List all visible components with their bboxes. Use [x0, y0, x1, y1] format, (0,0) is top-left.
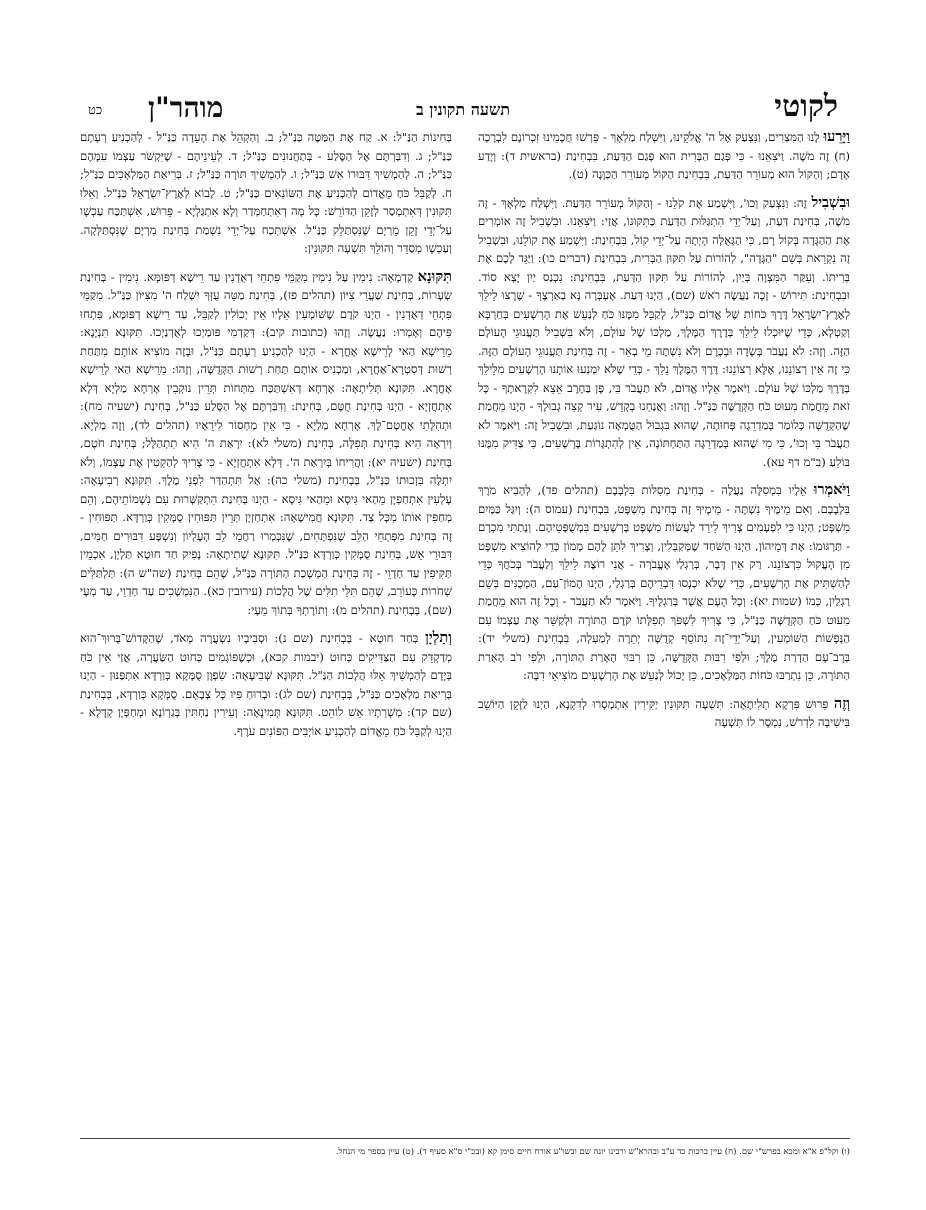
left-column [80, 128, 452, 1118]
running-header [88, 82, 838, 122]
right-column [478, 128, 850, 1118]
paragraph-text: בְּחִינוֹת הַנַּ"ל: א. קַח אֶת הַמַּטֶּה כַּנַּ"ל; ב. וְהַקְהֵל אֶת הָעֵדָה כַּנַּ"ל - לְהַכְנִיעַ רְעָתָם כַּנַּ"ל; ג. וְדִבַּרְתֶּם אֶל הַסֶּלַע - בְּתַחֲנוּנִים כַּנַּ"ל; ד. לְעֵינֵיהֶם - שֶׁיִּקְשֹׁר עַצְמוֹ עִמָּהֶם כַּנַּ"ל; ה. לְהַמְשִׁיךְ דִּבּוּרוֹ אִשׁ כַּנַּ"ל; ו. לְהַמְשִׁיךְ תּוֹרָה כַּנַּ"ל; ז. בְּרִיאַת הַמַּלְאָכִים כַּנַּ"ל; ח. לְקַבֵּל כֹּחַ מֵאֱדוֹם לְהַכְנִיעַ אֶת הַשּׂוֹנְאִים כַּנַּ"ל; ט. לָבוֹא לְאֶרֶץ־יִשְׂרָאֵל כַּנַּ"ל. וְאֵלּוּ תִּקּוּנִין דְּאִתְמְסַר לְזָקֵן הַדּוֹרֵשׁ: כָּל מָה דְאִתְחַמְּדַר וְלָא אִתְגַּלְיָא - פֵּרוּשׁ, אִשְׁתַּכַּח עַכְשָׁו עַל־יְדֵי זָקֵן מֵרְיָם שֶׁנִּסְתַּלֵּק כַּנַּ"ל. אִשְׁתְּכַח עַל־יְדֵי נִשְׁמַת בְּחִינַת מִרְיָם שֶׁנִּסְתַּלְּקָה. וְעַכְשָׁו מְסַדֵּר וְהוֹלֵךְ תִּשְׁעָה תִּקּוּנִין: [80, 130, 452, 255]
lead-word: וּבִשְׁבִיל [811, 193, 850, 211]
footnote: (ו) וקל"פ א"א ומכא בפרש"י שם. (ח) עיין ברכות כד ע"ב ובהרא"ש ורבינו יונה שם ובשו"ע אורח חיים סימן קא (ובכ"י ס"א סעיף ד). (ט) עיין בספר מי הנחל. [335, 1147, 850, 1157]
paragraph [478, 481, 850, 685]
lead-word: וַיֹּאמְרוּ [813, 481, 850, 498]
paragraph [478, 695, 850, 732]
lead-word: וְתַלְיָן [425, 629, 452, 646]
paragraph [80, 128, 452, 258]
text-columns [80, 128, 850, 1118]
footnote-divider [80, 1138, 850, 1139]
paragraph-text: בְּחַד חוּטָא - בְּבְחִינַת (שם נ): וּסְבִיבָיו נִשְׂעֲרָה מְאֹד, שֶׁהַקָּדוֹשׁ־בָּרוּךְ־הוּא מְדַקְדֵּק עִם הַצַּדִּיקִים כְּחוּט (יבמות קכא), וּכְשֶׁפּוֹגְמִים כְּחוּט הַשַּׂעֲרָה, אֲזַי אֵין כֹּחַ בְּיָדָם לְהַמְשִׁיךְ אֵלּוּ הֲלָכוֹת הַנַּ"ל. תִּקּוּנָא שְׁבִיעָאָה: שִׂפְוָן סֻמָּקָא כְּוַרְדָּא אִתְפַּנּוּן - הַיְנוּ בְּרִיאַת מַלְאָכִים כַּנַּ"ל, בְּבְחִינַת (שם לג): וּבְרוּחַ פִּיו כָּל צְבָאָם. סֻמָּקָא כְּוַרְדָּא, בְּבְחִינַת (שם קד): מְשָׁרְתָיו אֵשׁ לוֹהֵט. תִּקּוּנָא תְּמִינָאָה: וְעֵירִין נַחְתִּין בְּגַרְוֹנָא וּמְחַפְּיָן קְדָלָא - הַיְנוּ לְקַבֵּל כֹּחַ מֵאֱדוֹם לְהַכְנִיעַ אוֹיְבִים הַפּוֹנִים עֹרֶף. [80, 631, 452, 738]
paragraph-text: קַדְמָאָה: נִימִין עַל נִימִין מִקַּמֵּי פִּתְחֵי דְאֻדְנִין עַד רֵישָׁא דְפּוּמָּא. נִימִין - בְּחִינַת שְׂעָרוֹת, בְּחִינַת שַׁעֲרֵי צִיּוֹן (תהלים פז), בְּחִינַת מַטֵּה עֻזְּךָ יִשְׁלַח ה' מִצִּיּוֹן כַּנַּ"ל. מִקַּמֵּי פִּתְחֵי דְאֻדְנִין - הַיְנוּ קֹדֶם שֶׁשּׁוֹמְעִין אֵלָיו אֵין יְכוֹלִין לְקַבֵּל, עַד רֵישָׁא דְפּוּמָּא, פִּתְחוּ פִּיהֶם וְאָמְרוּ: נַעֲשֶׂה. וְזֶהוּ (כתובות קיב): דְּקַדְמִי פּוּמַיְכוּ לְאֻדְנַיְכוּ. תִּקּוּנָא תִּנְיָנָא: מֵרֵישָׁא הַאי לְרֵישָׁא אָחֳרָא - הַיְנוּ לְהַכְנִיעַ רְעָתָם כַּנַּ"ל, וּבָזֶה מוֹצִיא אוֹתָם מִתַּחַת רְשׁוּת דְּסִטְרָא־אַחֲרָא, וּמַכְנִיס אוֹתָם תַּחַת רְשׁוּת הַקְּדֻשָּׁה, וְזֶהוּ: מֵרֵישָׁא הַאי לְרֵישָׁא אָחֳרָא. תִּקּוּנָא תְּלִיתָאָה: אָרְחָא דְּאִשְׁתַּכַּח מִתְּחוֹת תְּרֵין נוּקְבִין אָרְחָא מַלְיָא דְּלָא אִתְחֲזְיָא - הַיְנוּ בְּחִינַת חֻטֶּם, בְּחִינַת: וְדִבַּרְתֶּם אֶל הַסֶּלַע כַּנַּ"ל, בְּחִינַת (ישעיה מח): וּתְהִלָּתִי אֶחֱטָם־לָךְ. אָרְחָא מַלְיָא - כִּי אֵין מַחְסוֹר לִירֵאָיו (תהלים לד), וְזֶה מַלְיָא. וְיִרְאָה הִיא בְּחִינַת תְּפִלָּה, בְּחִינַת (משלי לא): יִרְאַת ה' הִיא תִתְהַלָּל; בְּחִינַת חֹטֶם, בְּחִינַת (ישעיה יא): וַהֲרִיחוֹ בְּיִרְאַת ה'. דְּלָא אִתְחֲזְיָא - כִּי צָרִיךְ לְהַקְטִין אֶת עַצְמוֹ, וְלֹא יִתְלֶה בִּזְכוּתוֹ כַּנַּ"ל, בְּבְחִינַת (משלי כה): אַל תִּתְהַדַּר לִפְנֵי מֶלֶךְ. תִּקּוּנָא רְבִיעָאָה: עָלְעִין אִתְחַפְיָן מֵהַאי גִּיסָא וּמֵהַאי גִּיסָא - הַיְנוּ בְּחִינַת הִתְקַשְּׁרוּת עִם נִשְׁמוֹתֵיהֶם, וְהֵם מְחַפִּין אוֹתוֹ מִכָּל צַד. תִּקּוּנָא חֲמִישָׁאָה: אִתְחַזְיָן תְּרֵין תַּפּוּחִין סֻמָּקִין כְּוַרְדָּא. תַּפּוּחִין - זֶה בְּחִינַת מִפְּתְחֵי הַלֵּב שֶׁנִּפְתָּחִים, שֶׁנִּכְמְרוּ רַחֲמֵי לֵב הָעֶלְיוֹן וְנִשְׁפָּע דִּבּוּרִים חַמִּים, דִּבּוּרֵי אֵשׁ, בְּחִינַת סֻמָּקִין כְּוַרְדָּא כַּנַּ"ל. תִּקּוּנָא שְׁתִיתָאָה: נָפִיק חַד חוּטָא תַּלְיָן, אִכְמֵין תַּקִּיפִין עַד חַדְוֵי - זֶה בְּחִינַת הַמְשָׁכַת הַתּוֹרָה כַּנַּ"ל, שֶׁהֵם בְּחִינַת (שה"ש ה): תַּלְתַּלִּים שְׁחֹרוֹת כָּעוֹרֵב, שֶׁהֵם תִּלֵּי תִלִּים שֶׁל הֲלָכוֹת (עירובין כא). הַנִּמְשָׁכִים עַד חַדְוֵי, עַד מְעָי (שם), בְּבְחִינַת (תהלים מ): וְתוֹרָתְךָ בְּתוֹךְ מֵעָי: [80, 269, 452, 617]
author-name: מוהר"ן [148, 91, 224, 124]
book-title: לקוטי [774, 89, 838, 124]
paragraph [80, 268, 452, 620]
lead-word: וְזֶה [833, 694, 850, 712]
paragraph [478, 194, 850, 472]
paragraph [80, 629, 452, 740]
paragraph-text: פֵּרוּשׁ פִּרְקָא תְלִיתָאָה: תִּשְׁעָה תִּקּוּנִין יַקִּירִין אִתְמְסָרוּ לְדִקְנָא, הַיְנוּ לַזָּקֵן הַיּוֹשֵׁב בִּישִׁיבָה לִדְרֹשׁ, נִמְסָר לוֹ תִּשְׁעָה [478, 696, 850, 729]
lead-word: תִּקּוּנָא [417, 267, 452, 285]
paragraph [478, 128, 850, 184]
paragraph-text: לָנוּ הַמִּצְרִים, וַנִּצְעַק אֶל ה' אֱלֹקֵינוּ, וַיִּשְׁלַח מַלְאָךְ - פֵּרְשׁוּ חֲכָמֵינוּ זִכְרוֹנָם לִבְרָכָה (ח) זֶה מֹשֶׁה. וַיֹּצִאֵנוּ - כִּי פְּגַם הַבְּרִית הוּא פְּגַם הַדַּעַת, בִּבְחִינַת (בראשית ד): וְיָדַע אָדָם; וְהַקּוֹל הוּא מְעוֹרֵר הַדַּעַת, בִּבְחִינַת הַקּוֹל מְעוֹרֵר הַכַּוָּנָה (ט). [478, 130, 850, 181]
chapter-subtitle: תשעה תקונין ב [415, 100, 511, 119]
lead-word: וַיָּרֵעוּ [823, 128, 850, 145]
page-number: כט [88, 103, 103, 118]
paragraph-text: אֵלָיו בִּמְסִלָּה נַעֲלֶה - בְּחִינַת מְסִלּוֹת בִּלְבָבָם (תהלים פד), לְהָבִיא מֹרֶךְ בִּלְבָבָם. וְאִם מֵימֶיךָ נִשְׁתֶּה - מֵימֶיךָ זֶה בְּחִינַת מִשְׁפָּט, בִּבְחִינַת (עמוס ה): וְיִגַּל כַּמַּיִם מִשְׁפָּט; הַיְנוּ כִּי לִפְעָמִים צָרִיךְ לֵירֵד לַעֲשׂוֹת מִשְׁפָּט בָּרְשָׁעִים בִּמְשֻׁפָּטֵיהֶם. וְנָתַתִּי מִכְרָם - תַּרְגּוּמוֹ: אֶת דְּמֵיהוֹן, הַיְנוּ הַשֹּׁחַד שֶׁמְּקַבְּלִין, וְצָרִיךְ לִתֵּן לָהֶם מָמוֹן כְּדֵי לְהוֹצִיא מִשְׁפָּט מִן הָעֲקוּל כִּרְצוֹנֵנוּ. רַק אֵין דָּבָר, בְּרַגְלַי אֶעֱבֹרָה - אֲנִי רוֹצֶה לֵילֵךְ וְלַעֲבֹר בְּכֹחֲךָ כְּדֵי לְהַשְׁתִּיק אֶת הָרְשָׁעִים, כְּדֵי שֶׁלֹּא יִכְנְסוּ דִּבְרֵיהֶם בְּרַגְלַי, הַיְנוּ הֶמוֹן־עַם, הַמְכֻנִּים בְּשֵׁם רַגְלַיִן, כְּמוֹ (שמות יא): וְכָל הָעָם אֲשֶׁר בְּרַגְלֶיךָ. וַיֹּאמֶר לֹא תַעֲבֹר - וְכָל זֶה הוּא מֵחֲמַת מִעוּט כֹּחַ הַקְּדֻשָּׁה כַּנַּ"ל, כִּי צָרִיךְ לִשְׁפֹּךְ תְּפִלָּתוֹ קֹדֶם הַתּוֹרָה וּלְקַשֵּׁר אֶת עַצְמוֹ עִם הַנְּפָשׁוֹת הַשּׁוֹמְעִין, וְעַל־יְדֵי־זֶה נִתּוֹסֵף קְדֻשָּׁה יְתֵרָה לְמַעְלָה, בִּבְחִינַת (משלי יד): בְּרָב־עָם הַדְרַת מֶלֶךְ; וּלְפִי רִבּוּת הַקְּדֻשָּׁה, כֵּן רִבּוּי הֶאָרַת הַתּוֹרָה, וּלְפִי רֹב הֶאָרַת הַתּוֹרָה, כֵּן נִתְרַבּוּ כֹּחוֹת הַמַּלְאָכִים, כֵּן יָכוֹל לְנַעֵשׁ אֶת הָרְשָׁעִים מוֹצִיאֵי דִבָּה: [478, 483, 850, 682]
paragraph-text: זֶה: וַנִּצְעַק וְכוּ', וַיִּשְׁמַע אֶת קֹלֵנוּ - וְהַקּוֹל מְעוֹרֵר הַדַּעַת. וַיִּשְׁלַח מַלְאָךְ - זֶה מֹשֶׁה, בְּחִינַת דַּעַת, וְעַל־יְדֵי הִתְגַּלּוּת הַדַּעַת כַּתִּקּוּנוֹ, אֲזַי: וַיֹּצִאֵנוּ. וּבִשְׁבִיל זֶה אוֹמְרִים אֶת הַהַגָּדָה בְּקוֹל רָם, כִּי הַגְּאֻלָּה הָיְתָה עַל־יְדֵי קוֹל, בִּבְחִינַת: וַיִּשְׁמַע אֶת קוֹלֵנוּ, וּבִשְׁבִיל זֶה נִקְרֵאת בְּשֵׁם "הַגָּדָה", לְהוֹרוֹת עַל תִּקּוּן הַבְּרִית, בִּבְחִינַת (דברים כו): וַיַּגֵּד לָכֶם אֶת בְּרִיתוֹ. וְעִקַּר הַמִּצְוָה בְּיַיִן, לְהוֹרוֹת עַל תִּקּוּן הַדַּעַת, בִּבְחִינַת: נִכְנַס יַיִן יָצָא סוֹד. וּבִבְחִינַת: תִּירוֹשׁ - זָכָה נַעֲשֶׂה רֹאשׁ (שם), הַיְנוּ דַּעַת. אֶעְבְּרָה נָּא בְאַרְצֶךָ - שֶׁרָצוּ לֵילֵךְ לְאֶרֶץ־יִשְׂרָאֵל דֶּרֶךְ כֹּחוֹת שֶׁל אֱדוֹם כַּנַּ"ל, לְקַבֵּל מִמֶּנּוּ כֹּחַ לְנַעֵשׁ אֶת הָרְשָׁעִים בְּחַרְבָּא וְקַטְלָא, כְּדֵי שֶׁיּוּכְלוּ לֵילֵךְ בְּדֶרֶךְ הַמֶּלֶךְ, מַלְכּוֹ שֶׁל עוֹלָם, וְלֹא בִּשְׁבִיל תַּעֲנוּגֵי הָעוֹלָם הַזֶּה. וְזֶה: לֹא נַעֲבֹר בְּשָׂדֶה וּבְכֶרֶם וְלֹא נִשְׁתֶּה מֵי בְאֵר - זֶה בְּחִינַת תַּעֲנוּגֵי הָעוֹלָם הַזֶּה. כִּי זֶה אֵין רְצוֹנֵנוּ, אֶלָּא רְצוֹנֵנוּ: דֶּרֶךְ הַמֶּלֶךְ נֵלֵךְ - כְּדֵי שֶׁלֹּא יִמְנְעוּ אוֹתָנוּ הָרְשָׁעִים מִלֵּילֵךְ בְּדֶרֶךְ מַלְכּוֹ שֶׁל עוֹלָם. וַיֹּאמֶר אֵלָיו אֱדוֹם, לֹא תַעֲבֹר בִּי, פֶּן בַּחֶרֶב אֵצֵא לִקְרָאתֶךָ - כָּל זֹאת מֵחֲמַת מִעוּט כֹּחַ הַקְּדֻשָּׁה כַּנַּ"ל. וְזֶהוּ: וַאֲנַחְנוּ בְקָדֵשׁ, עִיר קְצֵה גְבוּלֶךָ - הַיְנוּ מֵחֲמַת שֶׁהַקְּדֻשָּׁה כְּלוֹמַר בְּמַדְרֵגָה פְּחוּתָה, שֶׁהוּא בִּגְבוּל הַטֻּמְאָה נוֹגַעַת, וּבִשְׁבִיל זֶה: וַיֹּאמֶר לֹא תַעֲבֹר בִּי וְכוּ', כִּי מִי שֶׁהוּא בְּמַדְרֵגָה הַתַּחְתּוֹנָה, אֵין לְהִתְגָּרוֹת בָּרְשָׁעִים, כִּי צַדִּיק מִמֶּנּוּ בּוֹלֵעַ (ב"מ דף עא). [478, 195, 850, 469]
